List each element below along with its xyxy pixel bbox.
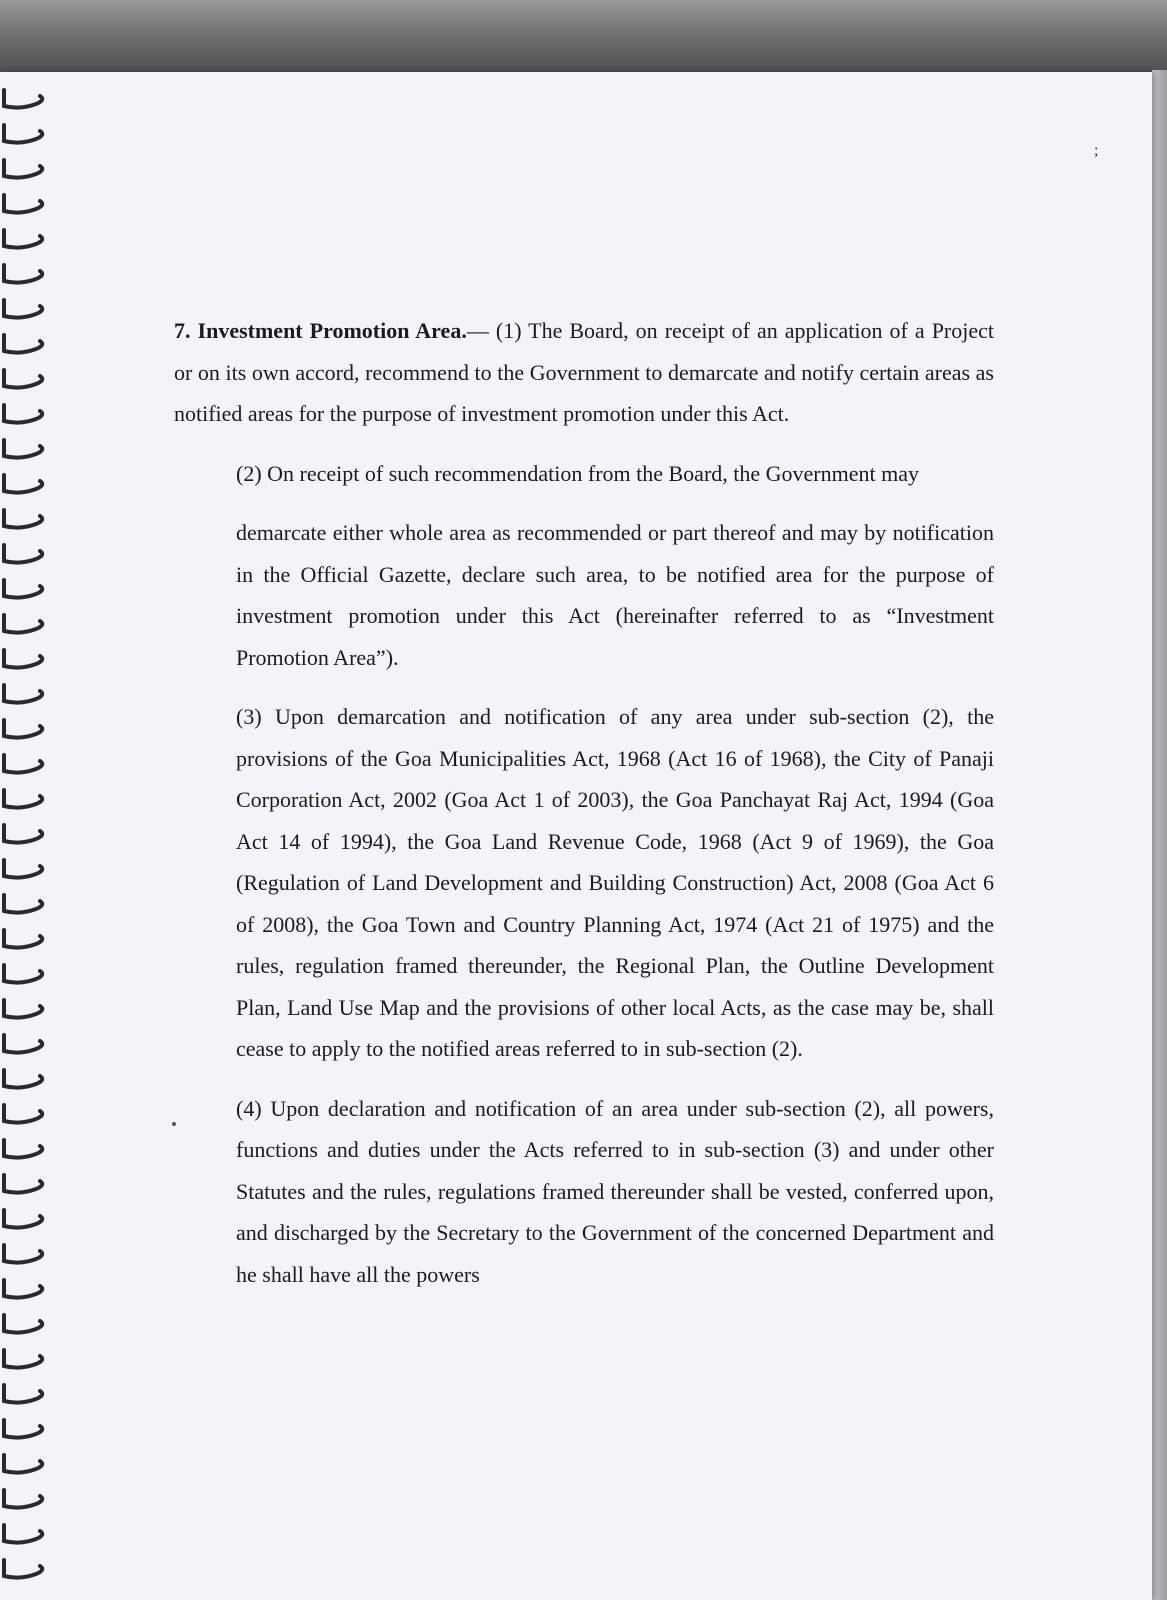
subsection-3-paragraph: (3) Upon demarcation and notification of any area under sub-section (2), the provisions of the Goa Municipalities Act, 1968 (Act 16 of 1968), the City of Panaji Corporation Act, 2002 (Goa Act 1 of 2003), the Goa Panchayat Raj Act, 1994 (Goa Act 14 of 1994), the Goa Land Revenue Code, 1968 (Act 9 of 1969), the Goa (Regulation of Land Development and Building Construction) Act, 2008 (Goa Act 6 of 2008), the Goa Town and Country Planning Act, 1974 (Act 21 of 1975) and the rules, regulation framed thereunder, the Regional Plan, the Outline Development Plan, Land Use Map and the provisions of other local Acts, as the case may be, shall cease to apply to the notified areas referred to in sub-section (2). (236, 704, 994, 1061)
binding-coil (4, 1315, 42, 1333)
binding-coil (4, 510, 42, 528)
binding-coil (4, 755, 42, 773)
binding-coil (4, 1490, 42, 1508)
binding-coil (4, 230, 42, 248)
subsection-4-paragraph: (4) Upon declaration and notification of an area under sub-section (2), all powers, functions and duties under the Acts referred to in sub-section (3) and under other Statutes and the rules, regulations framed thereunder shall be vested, conferred upon, and discharged by the Secretary to the Government of the concerned Department and he shall have all the powers (236, 1095, 994, 1287)
binding-coil (4, 90, 42, 108)
binding-coil (4, 1420, 42, 1438)
binding-coil (4, 895, 42, 913)
binding-coil (4, 1525, 42, 1543)
binding-coil (4, 300, 42, 318)
binding-coil (4, 1070, 42, 1088)
binding-coil (4, 1385, 42, 1403)
binding-coil (4, 1350, 42, 1368)
binding-coil (4, 1140, 42, 1158)
margin-mark: ; (1094, 142, 1099, 159)
binding-coil (4, 125, 42, 143)
binding-coil (4, 685, 42, 703)
binding-coil (4, 1105, 42, 1123)
binding-coil (4, 580, 42, 598)
binding-coil (4, 405, 42, 423)
binding-coil (4, 1175, 42, 1193)
subsection-2-paragraph: (2) On receipt of such recommendation from the Board, the Government may (236, 460, 919, 486)
binding-coil (4, 790, 42, 808)
binding-coil (4, 615, 42, 633)
binding-coil (4, 1560, 42, 1578)
binding-coil (4, 265, 42, 283)
binding-coil (4, 475, 42, 493)
binding-coil (4, 335, 42, 353)
binding-coil (4, 1035, 42, 1053)
binding-coil (4, 650, 42, 668)
document-body (174, 310, 994, 1313)
binding-coil (4, 720, 42, 738)
binding-coil (4, 160, 42, 178)
binding-coil (4, 825, 42, 843)
binding-coil (4, 195, 42, 213)
binding-coil (4, 370, 42, 388)
scanner-lid (0, 0, 1167, 80)
section-heading: 7. Investment Promotion Area. (174, 318, 467, 343)
binding-coil (4, 1245, 42, 1263)
binding-coil (4, 545, 42, 563)
binding-coil (4, 1000, 42, 1018)
page-edge (1152, 70, 1167, 1600)
binding-coil (4, 440, 42, 458)
binding-coil (4, 930, 42, 948)
binding-coil (4, 1210, 42, 1228)
section-intro-text: — (1) The Board, on receipt of an application of a Project or on its own accord, recommend to the Government to demarcate and notify certain areas as notified areas for the purpose of investment promotion under this Act. (174, 318, 995, 426)
binding-coil (4, 965, 42, 983)
section-7-paragraph (174, 310, 994, 435)
binding-coil (4, 860, 42, 878)
binding-coil (4, 1455, 42, 1473)
spiral-binding (0, 80, 58, 1600)
binding-coil (4, 1280, 42, 1298)
subsection-2-continued: demarcate either whole area as recommended or part thereof and may by notification in the Official Gazette, declare such area, to be notified area for the purpose of investment promotion under this Act (hereinafter referred to as “Investment Promotion Area”). (236, 520, 994, 670)
